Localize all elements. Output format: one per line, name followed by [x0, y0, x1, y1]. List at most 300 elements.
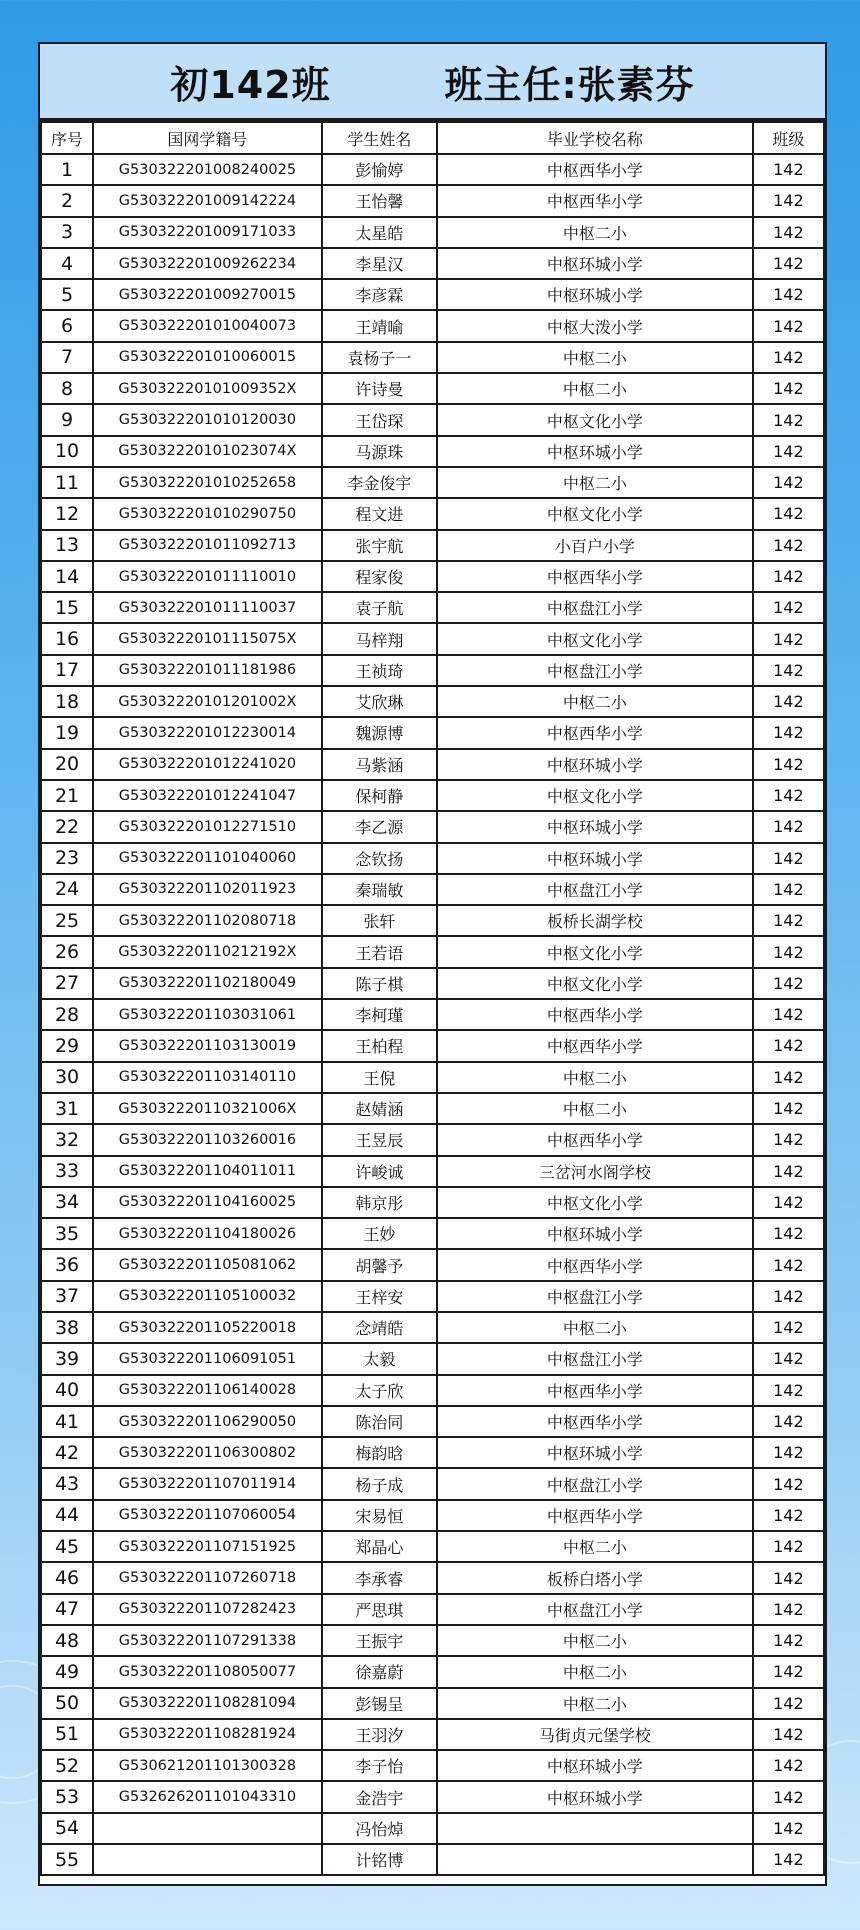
row-seq: 35 [41, 1218, 93, 1249]
row-seq: 22 [41, 811, 93, 842]
row-student-id: G53032220101115075X [93, 623, 322, 654]
table-row [41, 1468, 824, 1499]
row-school: 中枢西华小学 [437, 154, 753, 185]
row-student-name: 王昱辰 [322, 1124, 437, 1155]
row-seq: 34 [41, 1187, 93, 1218]
table-row [41, 843, 824, 874]
row-school: 中枢西华小学 [437, 1030, 753, 1061]
row-student-name: 徐嘉蔚 [322, 1656, 437, 1687]
table-row [41, 1625, 824, 1656]
row-student-name: 张宇航 [322, 530, 437, 561]
table-row [41, 530, 824, 561]
row-student-name: 李承睿 [322, 1562, 437, 1593]
row-class: 142 [753, 1156, 824, 1187]
row-class: 142 [753, 1688, 824, 1719]
row-student-name: 马源珠 [322, 436, 437, 467]
row-school: 中枢盘江小学 [437, 592, 753, 623]
table-row [41, 1437, 824, 1468]
table-row [41, 310, 824, 341]
table-row [41, 1813, 824, 1844]
row-seq: 21 [41, 780, 93, 811]
row-school [437, 1844, 753, 1875]
row-school: 中枢环城小学 [437, 1781, 753, 1812]
row-seq: 31 [41, 1093, 93, 1124]
row-class: 142 [753, 1187, 824, 1218]
table-row [41, 1030, 824, 1061]
header-class: 班级 [753, 122, 824, 154]
row-seq: 39 [41, 1343, 93, 1374]
row-student-name: 王若语 [322, 936, 437, 967]
row-seq: 5 [41, 279, 93, 310]
row-student-name: 许诗曼 [322, 373, 437, 404]
row-class: 142 [753, 342, 824, 373]
row-school: 小百户小学 [437, 530, 753, 561]
row-student-name: 秦瑞敏 [322, 874, 437, 905]
row-student-name: 王祯琦 [322, 655, 437, 686]
row-school: 中枢文化小学 [437, 968, 753, 999]
row-student-name: 许峻诚 [322, 1156, 437, 1187]
row-class: 142 [753, 968, 824, 999]
row-seq: 30 [41, 1062, 93, 1093]
row-student-name: 李柯瑾 [322, 999, 437, 1030]
table-row [41, 1594, 824, 1625]
row-class: 142 [753, 905, 824, 936]
row-seq: 33 [41, 1156, 93, 1187]
row-seq: 29 [41, 1030, 93, 1061]
row-class: 142 [753, 310, 824, 341]
row-school: 中枢二小 [437, 1093, 753, 1124]
row-student-id: G530322201107151925 [93, 1531, 322, 1562]
row-student-name: 程家俊 [322, 561, 437, 592]
row-school: 中枢环城小学 [437, 436, 753, 467]
row-class: 142 [753, 1249, 824, 1280]
row-student-id: G530322201103130019 [93, 1030, 322, 1061]
row-school: 中枢环城小学 [437, 279, 753, 310]
row-student-id: G530322201010040073 [93, 310, 322, 341]
row-seq: 10 [41, 436, 93, 467]
row-student-name: 太毅 [322, 1343, 437, 1374]
row-student-id: G530322201108281094 [93, 1688, 322, 1719]
table-row [41, 1688, 824, 1719]
row-seq: 7 [41, 342, 93, 373]
row-seq: 2 [41, 185, 93, 216]
row-student-name: 李金俊宇 [322, 467, 437, 498]
row-student-name: 冯怡焯 [322, 1813, 437, 1844]
row-student-name: 彭锡呈 [322, 1688, 437, 1719]
row-school: 中枢文化小学 [437, 1187, 753, 1218]
row-school: 马街贞元堡学校 [437, 1719, 753, 1750]
table-row [41, 1062, 824, 1093]
table-row [41, 248, 824, 279]
row-student-id: G530322201101040060 [93, 843, 322, 874]
row-class: 142 [753, 1281, 824, 1312]
row-school: 中枢环城小学 [437, 1750, 753, 1781]
table-row [41, 999, 824, 1030]
row-class: 142 [753, 1218, 824, 1249]
row-seq: 40 [41, 1375, 93, 1406]
row-school: 中枢环城小学 [437, 248, 753, 279]
row-class: 142 [753, 780, 824, 811]
row-school: 中枢盘江小学 [437, 1468, 753, 1499]
row-school: 中枢二小 [437, 373, 753, 404]
row-school: 中枢二小 [437, 467, 753, 498]
row-class: 142 [753, 1781, 824, 1812]
row-school: 中枢环城小学 [437, 749, 753, 780]
row-school: 中枢西华小学 [437, 1375, 753, 1406]
row-class: 142 [753, 999, 824, 1030]
row-student-name: 张轩 [322, 905, 437, 936]
row-seq: 17 [41, 655, 93, 686]
row-school: 中枢二小 [437, 217, 753, 248]
row-seq: 26 [41, 936, 93, 967]
row-student-name: 魏源博 [322, 717, 437, 748]
row-student-id: G53032220101023074X [93, 436, 322, 467]
header-row [41, 122, 824, 154]
row-student-id: G530322201106300802 [93, 1437, 322, 1468]
row-student-id: G530322201011181986 [93, 655, 322, 686]
row-student-id: G530322201102011923 [93, 874, 322, 905]
table-row [41, 498, 824, 529]
row-student-name: 赵婧涵 [322, 1093, 437, 1124]
row-student-name: 念钦扬 [322, 843, 437, 874]
row-school: 中枢盘江小学 [437, 655, 753, 686]
row-student-id: G530322201010120030 [93, 404, 322, 435]
row-school: 中枢盘江小学 [437, 1343, 753, 1374]
row-student-name: 宋易恒 [322, 1500, 437, 1531]
header-student-name: 学生姓名 [322, 122, 437, 154]
table-row [41, 1406, 824, 1437]
row-class: 142 [753, 1625, 824, 1656]
row-seq: 53 [41, 1781, 93, 1812]
row-student-id: G532626201101043310 [93, 1781, 322, 1812]
row-school: 中枢环城小学 [437, 1218, 753, 1249]
row-seq: 1 [41, 154, 93, 185]
row-seq: 20 [41, 749, 93, 780]
row-seq: 16 [41, 623, 93, 654]
row-student-name: 王倪 [322, 1062, 437, 1093]
row-student-id: G530322201011110010 [93, 561, 322, 592]
row-student-id: G530322201108050077 [93, 1656, 322, 1687]
row-class: 142 [753, 1030, 824, 1061]
row-student-id [93, 1813, 322, 1844]
row-student-id: G530322201106091051 [93, 1343, 322, 1374]
row-student-name: 太子欣 [322, 1375, 437, 1406]
row-school [437, 1813, 753, 1844]
row-class: 142 [753, 686, 824, 717]
row-class: 142 [753, 811, 824, 842]
row-student-id: G530322201009270015 [93, 279, 322, 310]
row-class: 142 [753, 1375, 824, 1406]
table-row [41, 1343, 824, 1374]
row-student-name: 李子怡 [322, 1750, 437, 1781]
row-student-name: 王妙 [322, 1218, 437, 1249]
row-student-name: 马紫涵 [322, 749, 437, 780]
row-student-id: G530322201105100032 [93, 1281, 322, 1312]
row-student-name: 袁杨子一 [322, 342, 437, 373]
table-row [41, 780, 824, 811]
table-row [41, 936, 824, 967]
row-class: 142 [753, 655, 824, 686]
table-row [41, 874, 824, 905]
row-student-name: 郑晶心 [322, 1531, 437, 1562]
row-school: 中枢西华小学 [437, 1500, 753, 1531]
row-class: 142 [753, 1531, 824, 1562]
row-student-id: G530322201103140110 [93, 1062, 322, 1093]
table-row [41, 185, 824, 216]
row-student-id: G530322201104011011 [93, 1156, 322, 1187]
row-school: 中枢西华小学 [437, 561, 753, 592]
table-row [41, 1375, 824, 1406]
row-student-name: 太星皓 [322, 217, 437, 248]
row-seq: 27 [41, 968, 93, 999]
row-student-name: 胡馨予 [322, 1249, 437, 1280]
table-row [41, 1218, 824, 1249]
table-row [41, 905, 824, 936]
row-class: 142 [753, 1500, 824, 1531]
row-student-id: G530322201010252658 [93, 467, 322, 498]
row-student-name: 严思琪 [322, 1594, 437, 1625]
row-seq: 44 [41, 1500, 93, 1531]
row-class: 142 [753, 1750, 824, 1781]
row-student-id: G530322201106290050 [93, 1406, 322, 1437]
row-school: 中枢西华小学 [437, 1249, 753, 1280]
table-row [41, 436, 824, 467]
table-row [41, 717, 824, 748]
row-student-name: 王梓安 [322, 1281, 437, 1312]
row-seq: 54 [41, 1813, 93, 1844]
header-student-id: 国网学籍号 [93, 122, 322, 154]
row-school: 中枢文化小学 [437, 936, 753, 967]
row-student-name: 金浩宇 [322, 1781, 437, 1812]
row-student-id: G530322201009171033 [93, 217, 322, 248]
row-student-id: G530322201105220018 [93, 1312, 322, 1343]
table-row [41, 467, 824, 498]
row-class: 142 [753, 1656, 824, 1687]
table-row [41, 623, 824, 654]
row-seq: 52 [41, 1750, 93, 1781]
row-seq: 18 [41, 686, 93, 717]
row-student-name: 王羽汐 [322, 1719, 437, 1750]
table-row [41, 561, 824, 592]
row-seq: 28 [41, 999, 93, 1030]
table-row [41, 1844, 824, 1875]
row-student-id: G530322201103260016 [93, 1124, 322, 1155]
table-row [41, 342, 824, 373]
table-row [41, 404, 824, 435]
row-seq: 19 [41, 717, 93, 748]
row-student-id: G530322201104160025 [93, 1187, 322, 1218]
table-row [41, 1281, 824, 1312]
row-seq: 49 [41, 1656, 93, 1687]
roster-body [41, 154, 824, 1875]
row-class: 142 [753, 1093, 824, 1124]
row-seq: 41 [41, 1406, 93, 1437]
row-seq: 25 [41, 905, 93, 936]
table-row [41, 154, 824, 185]
row-student-id: G530322201102180049 [93, 968, 322, 999]
row-class: 142 [753, 404, 824, 435]
table-row [41, 1531, 824, 1562]
roster-panel [38, 42, 827, 1886]
row-student-name: 李乙源 [322, 811, 437, 842]
row-class: 142 [753, 592, 824, 623]
title-bar [40, 44, 825, 121]
row-seq: 51 [41, 1719, 93, 1750]
row-class: 142 [753, 373, 824, 404]
row-class: 142 [753, 1343, 824, 1374]
row-class: 142 [753, 185, 824, 216]
row-class: 142 [753, 248, 824, 279]
row-student-id: G530322201105081062 [93, 1249, 322, 1280]
row-student-name: 保柯静 [322, 780, 437, 811]
row-class: 142 [753, 217, 824, 248]
row-student-id: G530322201107291338 [93, 1625, 322, 1656]
row-student-id: G530322201107011914 [93, 1468, 322, 1499]
row-student-id: G530322201107260718 [93, 1562, 322, 1593]
row-student-id: G530621201101300328 [93, 1750, 322, 1781]
row-student-id: G530322201104180026 [93, 1218, 322, 1249]
row-school: 三岔河水阁学校 [437, 1156, 753, 1187]
row-student-id: G530322201011110037 [93, 592, 322, 623]
row-class: 142 [753, 498, 824, 529]
row-school: 中枢文化小学 [437, 780, 753, 811]
row-school: 中枢盘江小学 [437, 874, 753, 905]
row-seq: 13 [41, 530, 93, 561]
row-student-id: G530322201009262234 [93, 248, 322, 279]
row-school: 中枢盘江小学 [437, 1281, 753, 1312]
row-school: 中枢环城小学 [437, 811, 753, 842]
row-class: 142 [753, 1312, 824, 1343]
table-row [41, 279, 824, 310]
row-school: 中枢二小 [437, 1062, 753, 1093]
table-row [41, 1187, 824, 1218]
row-class: 142 [753, 436, 824, 467]
row-class: 142 [753, 1124, 824, 1155]
table-row [41, 1093, 824, 1124]
row-seq: 32 [41, 1124, 93, 1155]
row-school: 中枢文化小学 [437, 498, 753, 529]
row-student-name: 杨子成 [322, 1468, 437, 1499]
row-school: 中枢二小 [437, 1312, 753, 1343]
row-student-id: G530322201012271510 [93, 811, 322, 842]
row-student-name: 李星汉 [322, 248, 437, 279]
row-student-name: 王柏程 [322, 1030, 437, 1061]
row-class: 142 [753, 467, 824, 498]
row-student-name: 念靖皓 [322, 1312, 437, 1343]
row-student-id: G530322201008240025 [93, 154, 322, 185]
row-school: 中枢环城小学 [437, 1437, 753, 1468]
row-student-id: G530322201009142224 [93, 185, 322, 216]
row-student-name: 李彦霖 [322, 279, 437, 310]
row-school: 中枢盘江小学 [437, 1594, 753, 1625]
row-school: 中枢二小 [437, 1531, 753, 1562]
table-row [41, 968, 824, 999]
row-class: 142 [753, 1468, 824, 1499]
row-school: 中枢文化小学 [437, 623, 753, 654]
row-class: 142 [753, 561, 824, 592]
table-row [41, 373, 824, 404]
table-row [41, 1156, 824, 1187]
row-seq: 46 [41, 1562, 93, 1593]
header-school: 毕业学校名称 [437, 122, 753, 154]
row-seq: 43 [41, 1468, 93, 1499]
row-student-id: G530322201012241020 [93, 749, 322, 780]
row-school: 中枢二小 [437, 342, 753, 373]
row-student-name: 梅韵晗 [322, 1437, 437, 1468]
roster-title: 初142班 班主任:张素芬 [170, 62, 695, 107]
row-student-name: 彭愉婷 [322, 154, 437, 185]
table-row [41, 1750, 824, 1781]
row-student-id: G530322201010060015 [93, 342, 322, 373]
row-student-id: G530322201010290750 [93, 498, 322, 529]
table-row [41, 1500, 824, 1531]
row-student-name: 袁子航 [322, 592, 437, 623]
row-class: 142 [753, 1594, 824, 1625]
table-row [41, 655, 824, 686]
table-row [41, 686, 824, 717]
row-school: 中枢西华小学 [437, 1406, 753, 1437]
row-seq: 15 [41, 592, 93, 623]
row-seq: 11 [41, 467, 93, 498]
table-row [41, 1719, 824, 1750]
row-student-id: G530322201107060054 [93, 1500, 322, 1531]
table-row [41, 1781, 824, 1812]
row-student-name: 陈子棋 [322, 968, 437, 999]
row-student-id: G53032220110321006X [93, 1093, 322, 1124]
row-class: 142 [753, 1813, 824, 1844]
row-school: 中枢二小 [437, 1625, 753, 1656]
row-student-id: G530322201011092713 [93, 530, 322, 561]
row-student-name: 王岱琛 [322, 404, 437, 435]
row-student-id: G53032220110212192X [93, 936, 322, 967]
row-class: 142 [753, 717, 824, 748]
row-class: 142 [753, 749, 824, 780]
row-seq: 45 [41, 1531, 93, 1562]
row-class: 142 [753, 1719, 824, 1750]
row-seq: 38 [41, 1312, 93, 1343]
row-seq: 37 [41, 1281, 93, 1312]
row-seq: 6 [41, 310, 93, 341]
row-school: 中枢环城小学 [437, 843, 753, 874]
row-seq: 12 [41, 498, 93, 529]
row-school: 中枢西华小学 [437, 1124, 753, 1155]
row-class: 142 [753, 1062, 824, 1093]
table-row [41, 217, 824, 248]
row-class: 142 [753, 1844, 824, 1875]
row-school: 中枢西华小学 [437, 999, 753, 1030]
table-row [41, 1249, 824, 1280]
row-seq: 48 [41, 1625, 93, 1656]
row-student-name: 马梓翔 [322, 623, 437, 654]
row-seq: 55 [41, 1844, 93, 1875]
row-student-id: G53032220101009352X [93, 373, 322, 404]
header-seq: 序号 [41, 122, 93, 154]
table-row [41, 592, 824, 623]
table-row [41, 1562, 824, 1593]
row-student-id: G530322201012230014 [93, 717, 322, 748]
row-class: 142 [753, 154, 824, 185]
row-school: 中枢西华小学 [437, 717, 753, 748]
row-student-name: 程文进 [322, 498, 437, 529]
row-class: 142 [753, 279, 824, 310]
row-school: 中枢二小 [437, 1656, 753, 1687]
row-seq: 4 [41, 248, 93, 279]
table-row [41, 811, 824, 842]
row-school: 中枢文化小学 [437, 404, 753, 435]
row-student-id: G530322201106140028 [93, 1375, 322, 1406]
row-school: 中枢二小 [437, 1688, 753, 1719]
row-student-id [93, 1844, 322, 1875]
